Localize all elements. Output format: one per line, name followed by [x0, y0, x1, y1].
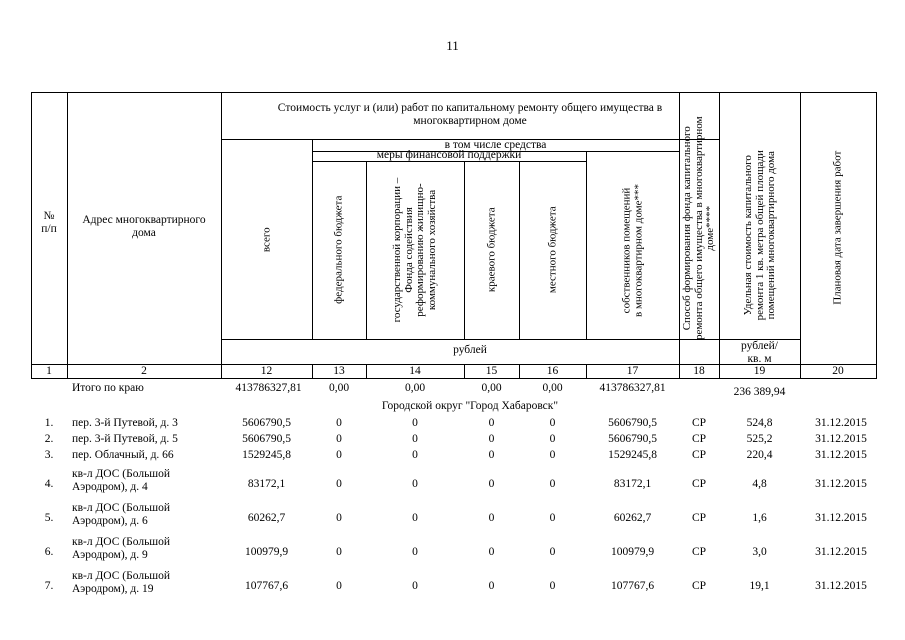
row-owners: 107767,6 [610, 580, 655, 592]
row-specific-cost: 19,1 [749, 580, 770, 592]
row-federal: 0 [336, 417, 342, 429]
grid-line [800, 92, 801, 379]
total-row-regional: 0,00 [481, 382, 502, 394]
row-address: кв-л ДОС (Большой Аэродром), д. 9 [72, 536, 171, 561]
row-regional: 0 [488, 580, 495, 592]
row-number: 5. [44, 512, 54, 524]
table-right-border [876, 92, 877, 379]
column-number: 19 [753, 365, 766, 377]
units-divider [221, 339, 720, 340]
row-local: 0 [549, 417, 556, 429]
row-corporation: 0 [412, 546, 418, 558]
row-fund-method: СР [691, 580, 707, 592]
row-specific-cost: 525,2 [746, 433, 773, 445]
row-address: пер. 3-й Путевой, д. 5 [72, 433, 178, 445]
row-total: 107767,6 [244, 580, 289, 592]
total-row-specific-cost: 236 389,94 [733, 386, 786, 398]
page-number: 11 [446, 38, 459, 53]
grid-line [719, 92, 720, 379]
row-planned-date: 31.12.2015 [815, 512, 867, 524]
row-specific-cost: 220,4 [746, 449, 773, 461]
column-number: 18 [693, 365, 705, 377]
row-regional: 0 [488, 449, 495, 461]
column-header-support: меры финансовой поддержки [376, 149, 522, 161]
row-planned-date: 31.12.2015 [815, 546, 867, 558]
row-specific-cost: 524,8 [746, 417, 773, 429]
row-fund-method: СР [691, 546, 707, 558]
row-planned-date: 31.12.2015 [815, 417, 867, 429]
total-row-corporation: 0,00 [404, 382, 426, 394]
units-rubles: рублей [453, 344, 487, 356]
row-local: 0 [549, 449, 556, 461]
row-number: 4. [44, 478, 54, 490]
row-total: 1529245,8 [242, 449, 291, 461]
column-header-address: Адрес многоквартирного дома [82, 214, 206, 239]
column-number: 17 [626, 365, 639, 377]
column-number: 2 [141, 365, 147, 377]
row-specific-cost: 4,8 [752, 478, 767, 490]
row-fund-method: СР [691, 449, 707, 461]
row-fund-method: СР [691, 433, 707, 445]
total-row-owners: 413786327,81 [599, 382, 666, 394]
row-total: 83172,1 [247, 478, 286, 490]
total-row-local: 0,00 [542, 382, 563, 394]
row-fund-method: СР [691, 478, 707, 490]
row-number: 7. [44, 580, 54, 592]
column-number: 13 [333, 365, 345, 377]
row-address: пер. Облачный, д. 66 [72, 449, 174, 461]
row-regional: 0 [488, 512, 495, 524]
row-address: кв-л ДОС (Большой Аэродром), д. 4 [72, 468, 171, 493]
row-total: 60262,7 [247, 512, 286, 524]
row-federal: 0 [336, 449, 342, 461]
row-planned-date: 31.12.2015 [815, 449, 867, 461]
column-header-local: местного бюджета [545, 206, 558, 294]
row-local: 0 [549, 580, 556, 592]
row-number: 2. [44, 433, 54, 445]
row-owners: 100979,9 [610, 546, 655, 558]
row-owners: 5606790,5 [608, 417, 657, 429]
district-heading: Городской округ "Город Хабаровск" [381, 400, 559, 412]
row-regional: 0 [488, 417, 495, 429]
column-number: 16 [546, 365, 559, 377]
column-header-number: № п/п [41, 210, 57, 235]
grid-line [519, 161, 520, 340]
table-top-border [31, 92, 877, 93]
row-regional: 0 [488, 433, 495, 445]
column-header-fund-method: Способ формирования фонда капитального ремонта общего имущества в многоквартирном доме**** [680, 116, 716, 340]
row-local: 0 [549, 478, 556, 490]
column-header-specific-cost: Удельная стоимость капитального ремонта 1 кв. метра общей площади помещений многоквартирного дома [741, 149, 777, 321]
row-owners: 1529245,8 [608, 449, 657, 461]
column-header-cost: Стоимость услуг и (или) работ по капитальному ремонту общего имущества в многоквартирном доме [277, 102, 663, 127]
grid-line [221, 92, 222, 379]
units-rubles-per-m2: рублей/ кв. м [741, 340, 778, 365]
row-number: 1. [44, 417, 54, 429]
row-federal: 0 [336, 580, 342, 592]
column-number: 20 [832, 365, 844, 377]
row-fund-method: СР [691, 512, 707, 524]
row-federal: 0 [336, 478, 342, 490]
column-header-including: в том числе средства [444, 139, 547, 151]
row-owners: 5606790,5 [608, 433, 657, 445]
column-header-planned-date: Плановая дата завершения работ [831, 150, 844, 306]
grid-line [366, 161, 367, 340]
row-local: 0 [549, 512, 556, 524]
row-number: 3. [44, 449, 54, 461]
row-total: 5606790,5 [242, 433, 291, 445]
row-corporation: 0 [412, 417, 418, 429]
row-owners: 60262,7 [613, 512, 652, 524]
row-federal: 0 [336, 433, 342, 445]
column-number: 15 [485, 365, 498, 377]
row-specific-cost: 3,0 [752, 546, 767, 558]
row-local: 0 [549, 546, 556, 558]
row-total: 5606790,5 [242, 417, 291, 429]
row-planned-date: 31.12.2015 [815, 478, 867, 490]
grid-line [464, 161, 465, 340]
row-corporation: 0 [412, 449, 418, 461]
column-number: 1 [46, 365, 52, 377]
column-numbers-bottom [31, 378, 877, 379]
row-planned-date: 31.12.2015 [815, 433, 867, 445]
column-header-owners: собственников помещений в многоквартирном доме*** [620, 183, 644, 317]
row-corporation: 0 [412, 580, 418, 592]
row-corporation: 0 [412, 433, 418, 445]
row-local: 0 [549, 433, 556, 445]
column-number: 14 [409, 365, 421, 377]
row-planned-date: 31.12.2015 [815, 580, 867, 592]
column-header-federal: федерального бюджета [332, 195, 345, 305]
column-header-total: всего [259, 227, 272, 253]
row-fund-method: СР [691, 417, 707, 429]
row-corporation: 0 [412, 478, 418, 490]
row-total: 100979,9 [244, 546, 289, 558]
grid-line [312, 139, 313, 340]
row-specific-cost: 1,6 [752, 512, 767, 524]
row-number: 6. [44, 546, 54, 558]
row-address: пер. 3-й Путевой, д. 3 [72, 417, 178, 429]
column-header-regional: краевого бюджета [484, 207, 497, 293]
row-address: кв-л ДОС (Большой Аэродром), д. 6 [72, 502, 171, 527]
grid-line [586, 151, 587, 340]
row-regional: 0 [488, 546, 495, 558]
total-row-total: 413786327,81 [235, 382, 302, 394]
row-federal: 0 [336, 546, 342, 558]
row-owners: 83172,1 [613, 478, 652, 490]
row-federal: 0 [336, 512, 342, 524]
total-row-label: Итого по краю [72, 382, 144, 394]
column-header-corporation: государственной корпорации – Фонда содействия реформированию жилищно- коммунального хозяйства [391, 177, 438, 323]
row-address: кв-л ДОС (Большой Аэродром), д. 19 [72, 570, 171, 595]
total-row-federal: 0,00 [328, 382, 350, 394]
grid-line [67, 92, 68, 379]
column-number: 12 [260, 365, 273, 377]
row-regional: 0 [488, 478, 495, 490]
row-corporation: 0 [412, 512, 418, 524]
